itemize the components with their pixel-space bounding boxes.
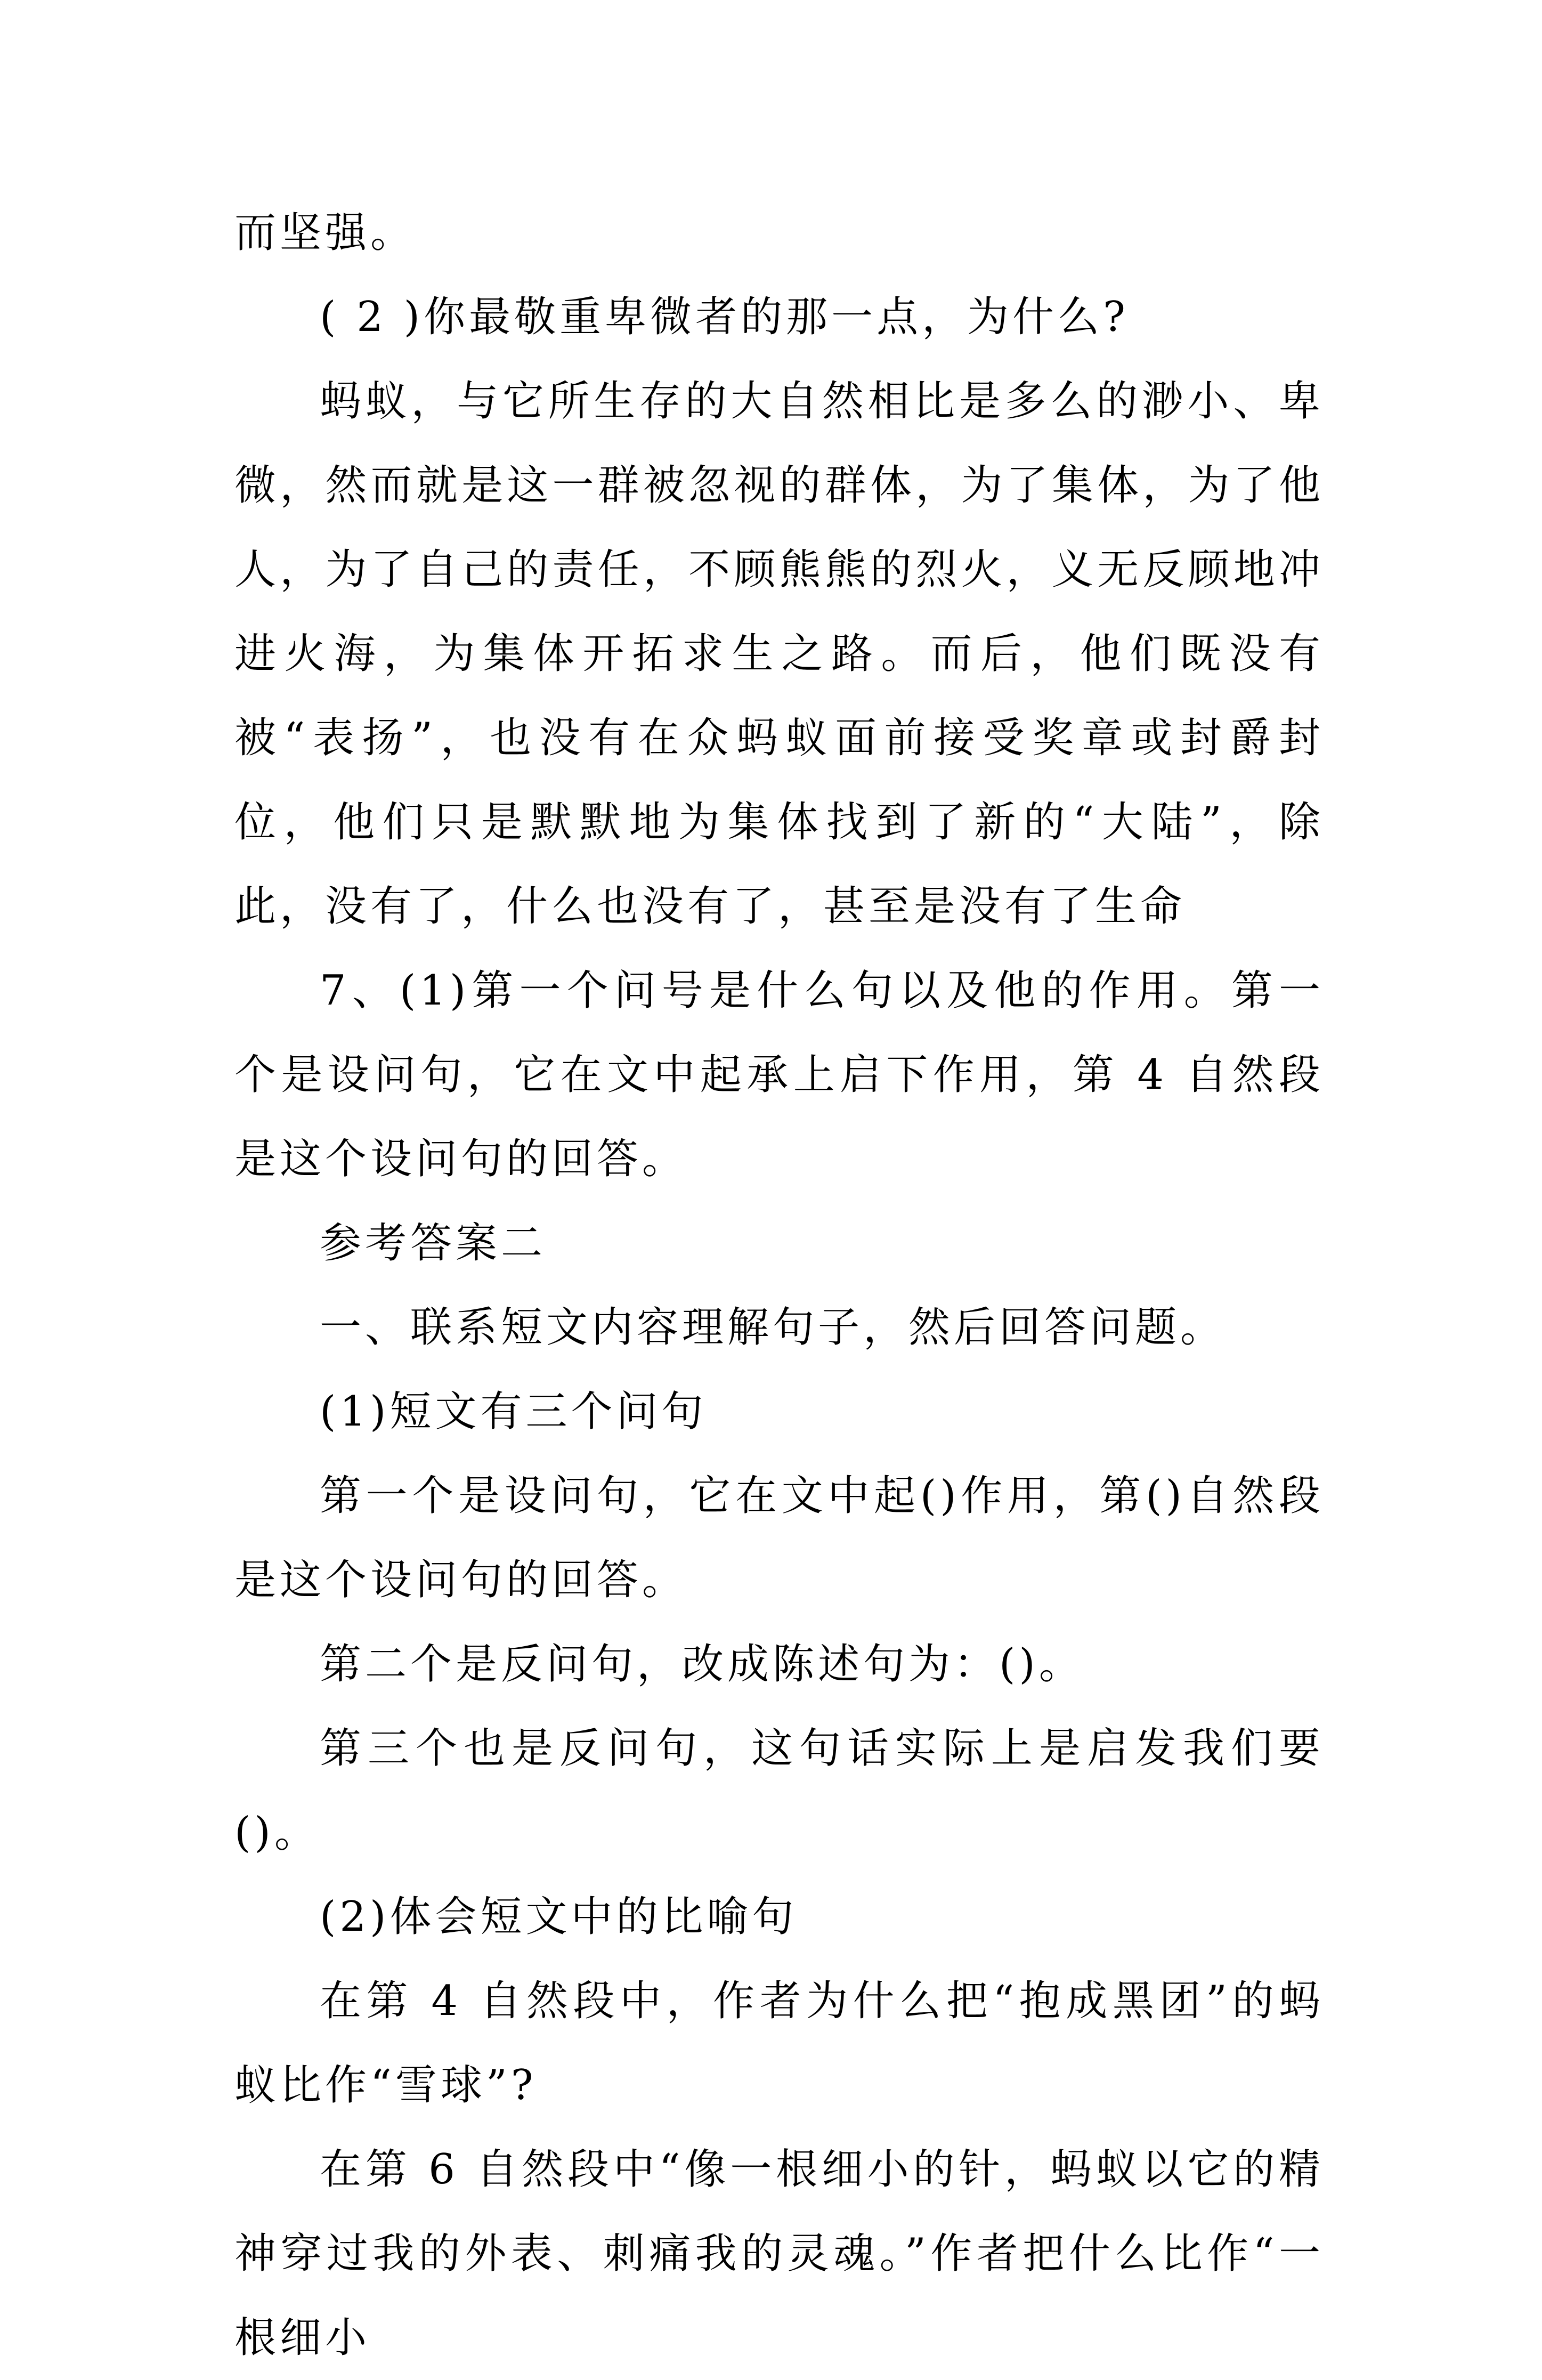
sub-question-1-first: 第一个是设问句，它在文中起()作用，第()自然段是这个设问句的回答。 (234, 1472, 1324, 1604)
sub-question-2: (2)体会短文中的比喻句 (320, 1893, 798, 1941)
section-one-instruction: 一、联系短文内容理解句子，然后回答问题。 (320, 1304, 1226, 1351)
question-2: ( 2 )你最敬重卑微者的那一点，为什么? (320, 293, 1129, 341)
sub-question-1-third: 第三个也是反问句，这句话实际上是启发我们要()。 (234, 1725, 1324, 1857)
document-body (234, 191, 1324, 2380)
answer-7-paragraph: 7、(1)第一个问号是什么句以及他的作用。第一个是设问句，它在文中起承上启下作用，第 4 自然段是这个设问句的回答。 (234, 967, 1324, 1183)
sub-question-1: (1)短文有三个问句 (320, 1388, 707, 1436)
paragraph-continuation: 而坚强。 (234, 209, 416, 257)
answer-ant-paragraph: 蚂蚁，与它所生存的大自然相比是多么的渺小、卑微，然而就是这一群被忽视的群体，为了集体，为了他人，为了自己的责任，不顾熊熊的烈火，义无反顾地冲进火海，为集体开拓求生之路。而后，他们既没有被“表扬”，也没有在众蚂蚁面前接受奖章或封爵封位，他们只是默默地为集体找到了新的“大陆”，除此，没有了，什么也没有了，甚至是没有了生命 (234, 377, 1324, 930)
sub-question-2-paragraph-4: 在第 4 自然段中，作者为什么把“抱成黑团”的蚂蚁比作“雪球”? (234, 1977, 1324, 2109)
sub-question-1-second: 第二个是反问句，改成陈述句为：()。 (320, 1640, 1084, 1688)
section-heading-reference-answer-2: 参考答案二 (320, 1219, 547, 1267)
sub-question-2-paragraph-6: 在第 6 自然段中“像一根细小的针，蚂蚁以它的精神穿过我的外表、刺痛我的灵魂。”作者把什么比作“一根细小 (234, 2146, 1324, 2362)
